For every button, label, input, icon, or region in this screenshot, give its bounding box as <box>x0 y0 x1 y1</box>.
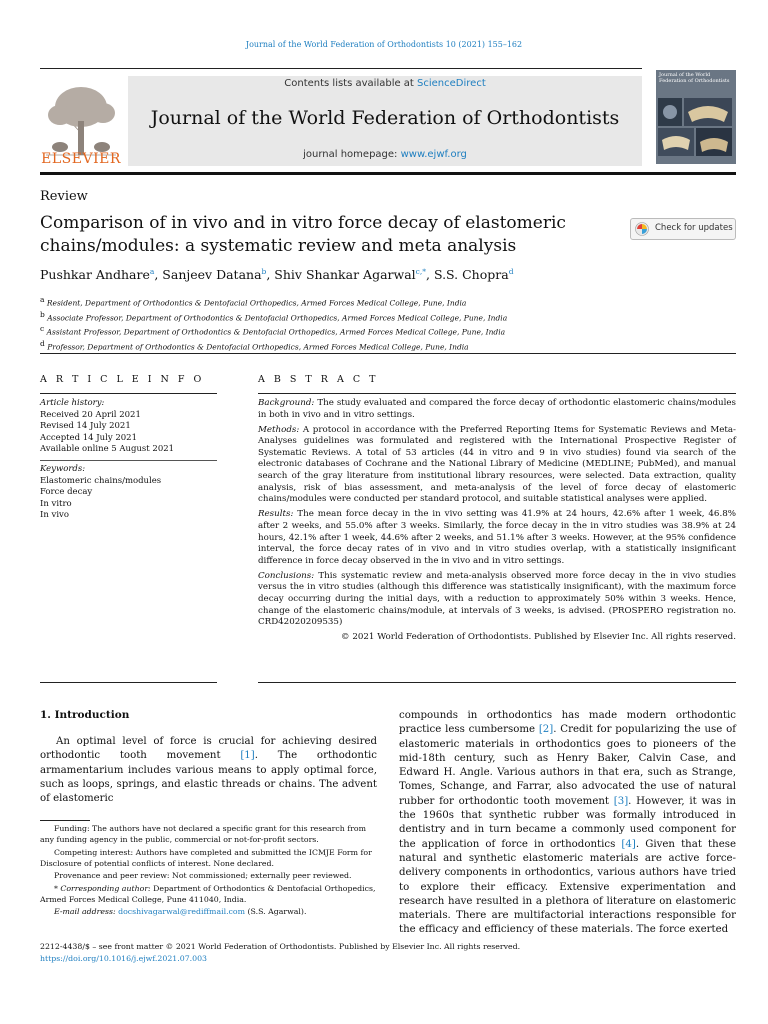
homepage-link[interactable]: www.ejwf.org <box>400 149 467 160</box>
homepage-prefix: journal homepage: <box>303 149 401 160</box>
article-type: Review <box>40 189 88 204</box>
corresponding-mark: * <box>54 883 58 893</box>
doi-link[interactable]: https://doi.org/10.1016/j.ejwf.2021.07.003 <box>40 953 208 963</box>
abstract-body <box>258 398 736 647</box>
check-updates-label: Check for updates <box>655 223 733 233</box>
intro-text: . Credit for popularizing the use of elastomeric materials in orthodontics goes to pioneers of the mid-18th century, such as Henry Baker, Calvin Case, and Edward H. Angle. Various authors in that era, such as Strange, Tomes, Schange, and Farrar, also advocated the use of natural rubber for orthodontic tooth movement <box>399 724 736 807</box>
masthead-bottom-rule <box>40 172 736 175</box>
author-separator: , <box>154 267 163 283</box>
citation-link[interactable]: [4] <box>621 838 636 850</box>
abstract-background <box>258 398 736 421</box>
affiliation-item <box>40 309 730 324</box>
homepage-line <box>128 149 642 160</box>
issn-line: 2212-4438/$ – see front matter © 2021 World Federation of Orthodontists. Published by Elsevier Inc. All rights reserved. <box>40 942 521 951</box>
abstract-results <box>258 509 736 567</box>
keywords-label: Keywords: <box>40 464 86 474</box>
competing-interest-note: Competing interest: Authors have completed and submitted the ICMJE Form for Disclosure of potential conflicts of interest. None declared. <box>40 847 372 868</box>
footnotes <box>40 823 377 919</box>
history-divider <box>40 460 217 461</box>
affiliation-mark: d <box>40 338 45 348</box>
abstract-copyright: © 2021 World Federation of Orthodontists. Published by Elsevier Inc. All rights reserved. <box>340 632 736 643</box>
abstract-heading: A B S T R A C T <box>258 374 379 385</box>
email-suffix: (S.S. Agarwal). <box>245 907 307 916</box>
history-revised: Revised 14 July 2021 <box>40 421 131 431</box>
keyword: In vitro <box>40 498 72 509</box>
history-online: Available online 5 August 2021 <box>40 444 175 454</box>
email-label: E-mail address: <box>54 907 116 916</box>
abstract-rule <box>258 393 736 394</box>
article-info-heading: A R T I C L E I N F O <box>40 374 205 385</box>
background-label: Background: <box>258 398 315 408</box>
email-note <box>40 906 377 917</box>
background-text: The study evaluated and compared the force decay of orthodontic elastomeric chains/modules in both in vivo and in vitro settings. <box>258 398 736 420</box>
abstract-methods <box>258 425 736 506</box>
author[interactable]: Pushkar Andhare <box>40 267 150 283</box>
keyword: In vivo <box>40 510 69 520</box>
article-info-bottom-rule <box>40 682 217 683</box>
contents-line <box>128 78 642 89</box>
contents-prefix: Contents lists available at <box>284 78 418 89</box>
introduction-paragraph-left <box>40 735 377 806</box>
sciencedirect-link[interactable]: ScienceDirect <box>417 78 486 89</box>
masthead-top-rule <box>40 68 642 69</box>
affiliation-text: Associate Professor, Department of Orthodontics & Dentofacial Orthopedics, Armed Forces Medical College, Pune, India <box>47 313 508 322</box>
author-affiliation-mark[interactable]: c,* <box>415 267 426 276</box>
conclusions-label: Conclusions: <box>258 570 315 581</box>
affiliation-mark: c <box>40 324 45 333</box>
affiliation-item <box>40 338 730 353</box>
affiliation-mark: b <box>40 309 45 319</box>
citation-link[interactable]: [1] <box>240 750 255 762</box>
abstract-conclusions <box>258 571 736 629</box>
author-separator: , <box>426 267 434 283</box>
keywords <box>40 464 217 522</box>
bottom-info <box>40 941 520 964</box>
affiliation-mark: a <box>40 295 45 304</box>
corresponding-author-note <box>40 883 377 905</box>
history-received: Received 20 April 2021 <box>40 409 141 420</box>
affiliation-item <box>40 323 730 338</box>
citation-link[interactable]: [2] <box>538 724 554 736</box>
corresponding-text: Department of Orthodontics & Dentofacial Orthopedics, Armed Forces Medical College, Pune 411040, India. <box>40 883 376 904</box>
introduction-paragraph-right <box>399 709 736 938</box>
affiliation-text: Resident, Department of Orthodontics & Dentofacial Orthopedics, Armed Forces Medical College, Pune, India <box>46 298 467 308</box>
history-label: Article history: <box>40 398 105 408</box>
intro-text: . However, it was in the 1960s that synthetic rubber was formally introduced in dentistry and in turn became a commonly used component for the application of force in orthodontics <box>399 795 736 850</box>
abstract-bottom-rule <box>258 682 736 683</box>
keyword: Elastomeric chains/modules <box>40 475 162 486</box>
author-affiliation-mark[interactable]: b <box>261 267 267 276</box>
cover-illustration <box>658 98 734 158</box>
author-affiliation-mark[interactable]: a <box>149 267 155 276</box>
citation-link[interactable]: [3] <box>613 795 629 807</box>
results-text: The mean force decay in the in vivo setting was 41.9% at 24 hours, 42.6% after 1 week, 46.8% after 2 weeks, and 55.0% after 3 weeks. Similarly, the force decay in the in vitro studies was 38.9% at 24 hours, 42.1% after 1 week, 44.6% after 2 weeks, and 51.1% after 3 weeks. However, at the 95% confidence interval, the force decay rates of in vivo and in vitro studies overlap, with a statistically insignificant difference in force decay observed in the in vivo and in vitro settings. <box>258 509 736 566</box>
history-accepted: Accepted 14 July 2021 <box>40 432 137 443</box>
author-list <box>40 267 514 282</box>
journal-title: Journal of the World Federation of Orthodontists <box>150 107 620 129</box>
journal-reference-link[interactable]: Journal of the World Federation of Orthodontists 10 (2021) 155–162 <box>245 40 523 49</box>
keyword: Force decay <box>40 487 93 497</box>
funding-note: Funding: The authors have not declared a specific grant for this research from any funding agency in the public, commercial or not-for-profit sectors. <box>40 824 366 844</box>
results-label: Results: <box>258 509 294 520</box>
affiliation-text: Assistant Professor, Department of Orthodontics & Dentofacial Orthopedics, Armed Forces Medical College, Pune, India <box>46 327 506 337</box>
publisher-wordmark: ELSEVIER <box>41 151 121 167</box>
affiliation-divider <box>40 353 736 354</box>
conclusions-text: This systematic review and meta-analysis observed more force decay in the in vivo studies versus the in vitro studies (although this difference was statistically insignificant), with the maximum force decay occurring during the initial days, with a reduction to approximately 50% within 3 weeks. Hence, change of the elastomeric chains/module, at intervals of 3 weeks, is advised. (PROSPERO registration no. CRD42020209535) <box>258 570 736 628</box>
author[interactable]: S.S. Chopra <box>433 267 509 283</box>
affiliation-item <box>40 294 730 309</box>
check-updates-icon <box>635 222 649 236</box>
footnote-rule <box>40 820 90 821</box>
author-separator: , <box>266 267 275 283</box>
email-link[interactable]: docshivagarwal@rediffmail.com <box>118 907 246 916</box>
article-history <box>40 398 217 456</box>
author-affiliation-mark[interactable]: d <box>508 267 514 276</box>
intro-text: . The orthodontic armamentarium includes various means to apply optimal force, such as loops, springs, and elastic threads or chains. The advent of elastomeric <box>40 750 377 805</box>
cover-title: Journal of the World Federation of Orthodontists <box>659 72 730 84</box>
intro-text: compounds in orthodontics has made modern orthodontic practice less cumbersome <box>399 710 736 736</box>
author[interactable]: Shiv Shankar Agarwal <box>274 267 416 283</box>
journal-cover-image[interactable] <box>656 70 736 164</box>
methods-label: Methods: <box>258 424 300 435</box>
corresponding-label: Corresponding author: <box>60 883 151 893</box>
methods-text: A protocol in accordance with the Preferred Reporting Items for Systematic Reviews and Meta-Analyses guidelines was formulated and registered with the International Prospective Register of Systematic Reviews. A total of 53 articles (44 in vitro and 9 in vivo studies) found via search of the electronic databases of Cochrane and the National Library of Medicine (MEDLINE; PubMed), and manual search of the gray literature from institutional library resources, were selected. Data extraction, quality analysis, risk of bias assessment, and meta-analysis of the level of force decay of elastomeric chains/modules were conducted per standard protocol, and suitable statistical analyses were applied. <box>258 424 736 505</box>
author[interactable]: Sanjeev Datana <box>162 267 262 283</box>
article-title: Comparison of in vivo and in vitro force decay of elastomeric chains/modules: a systematic review and meta analysis <box>40 213 566 256</box>
affiliation-list <box>40 294 730 352</box>
affiliation-text: Professor, Department of Orthodontics & Dentofacial Orthopedics, Armed Forces Medical College, Pune, India <box>47 342 469 351</box>
article-info-rule <box>40 393 217 394</box>
provenance-note: Provenance and peer review: Not commissioned; externally peer reviewed. <box>54 871 352 880</box>
intro-text: An optimal level of force is crucial for achieving desired orthodontic tooth movement <box>40 736 377 762</box>
introduction-heading: 1. Introduction <box>40 709 130 721</box>
check-for-updates-button[interactable] <box>630 218 736 240</box>
intro-text: . Given that these natural and synthetic elastomeric materials are active force-delivery components in orthodontics, various authors have tried to explore their efficacy. Extensive experimentation and research have resulted in a plethora of literature on elastomeric materials. There are multifactorial interactions responsible for the efficacy and efficiency of these materials. The force exerted <box>399 838 736 936</box>
